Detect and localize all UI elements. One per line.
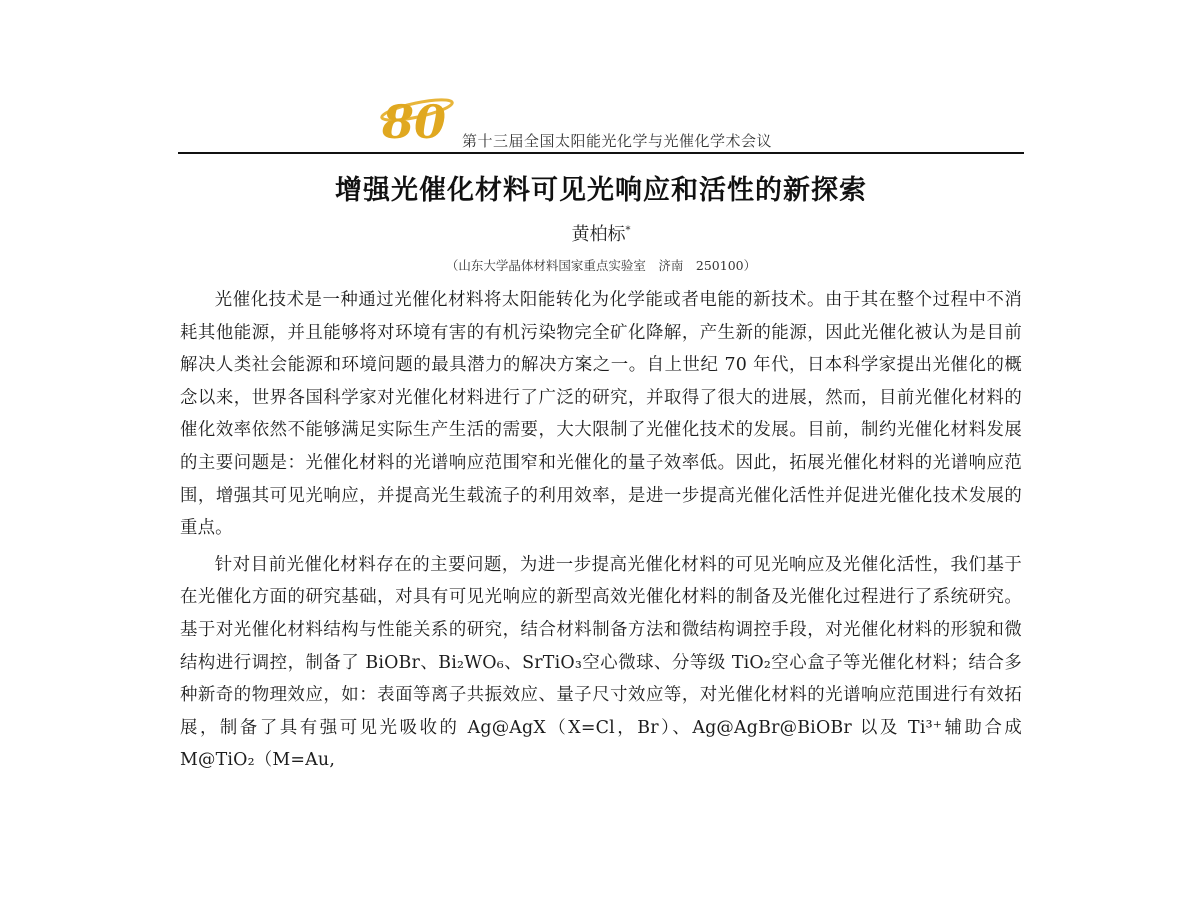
- logo-text: 80: [382, 95, 447, 144]
- conference-name: 第十三届全国太阳能光化学与光催化学术会议: [462, 132, 773, 150]
- body-text: [180, 284, 1022, 781]
- author-line: [178, 220, 1024, 246]
- header-rule: [178, 152, 1024, 154]
- author-name: 黄柏标: [571, 224, 626, 245]
- paragraph: 光催化技术是一种通过光催化材料将太阳能转化为化学能或者电能的新技术。由于其在整个过程中不消耗其他能源，并且能够将对环境有害的有机污染物完全矿化降解，产生新的能源，因此光催化被认为是目前解决人类社会能源和环境问题的最具潜力的解决方案之一。自上世纪 70 年代，日本科学家提出光催化的概念以来，世界各国科学家对光催化材料进行了广泛的研究，并取得了很大的进展，然而，目前光催化材料的催化效率依然不能够满足实际生产生活的需要，大大限制了光催化技术的发展。目前，制约光催化材料发展的主要问题是：光催化材料的光谱响应范围窄和光催化的量子效率低。因此，拓展光催化材料的光谱响应范围，增强其可见光响应，并提高光生载流子的利用效率，是进一步提高光催化活性并促进光催化技术发展的重点。: [180, 290, 1022, 539]
- anniversary-logo: [378, 88, 456, 144]
- paper-title: 增强光催化材料可见光响应和活性的新探索: [335, 175, 867, 206]
- paragraph: 针对目前光催化材料存在的主要问题，为进一步提高光催化材料的可见光响应及光催化活性，我们基于在光催化方面的研究基础，对具有可见光响应的新型高效光催化材料的制备及光催化过程进行了系统研究。基于对光催化材料结构与性能关系的研究，结合材料制备方法和微结构调控手段，对光催化材料的形貌和微结构进行调控，制备了 BiOBr、Bi₂WO₆、SrTiO₃空心微球、分等级 TiO₂空心盒子等光催化材料；结合多种新奇的物理效应，如：表面等离子共振效应、量子尺寸效应等，对光催化材料的光谱响应范围进行有效拓展，制备了具有强可见光吸收的 Ag@AgX（X=Cl，Br）、Ag@AgBr@BiOBr 以及 Ti³⁺辅助合成 M@TiO₂（M=Au,: [180, 554, 1022, 771]
- affiliation: （山东大学晶体材料国家重点实验室 济南 250100）: [445, 258, 757, 273]
- author-mark: *: [625, 225, 631, 236]
